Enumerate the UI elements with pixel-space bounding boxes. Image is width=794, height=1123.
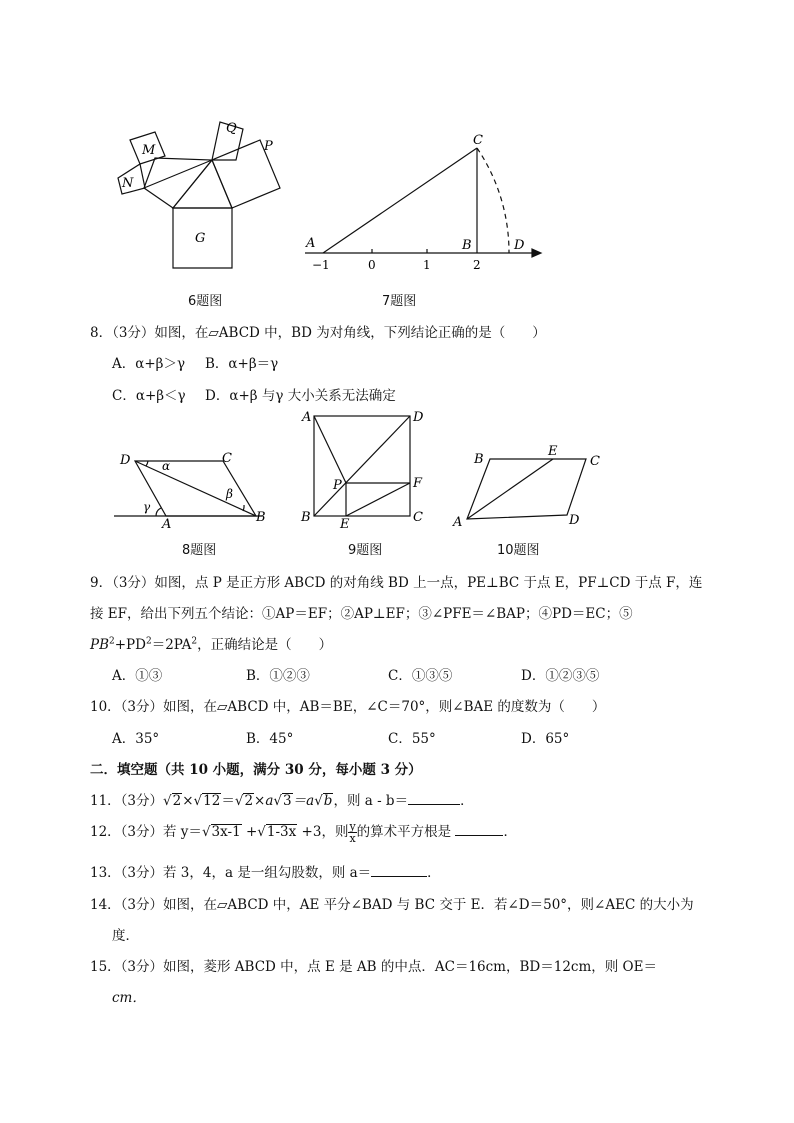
label-alpha: α <box>162 459 171 473</box>
figure-7 <box>300 130 550 275</box>
label-B: B <box>474 452 484 467</box>
q9-pa: ＝2PA <box>151 637 192 653</box>
q8-option-d: D．α+β 与γ 大小关系无法确定 <box>205 388 396 404</box>
label-A: A <box>162 517 172 532</box>
q12-numerator: y <box>349 820 356 833</box>
tick-neg1: −1 <box>312 258 330 272</box>
q14-line-1: 14．（3分）如图，在▱ABCD 中，AE 平分∠BAD 与 BC 交于 E．若∠D＝50°，则∠AEC 的大小为 <box>90 897 694 913</box>
label-D: D <box>569 513 580 528</box>
square-left <box>144 158 212 208</box>
q8-stem: 8．（3分）如图，在▱ABCD 中，BD 为对角线，下列结论正确的是（ ） <box>90 325 546 341</box>
q8-option-a: A．α+β＞γ <box>112 356 186 372</box>
figure-10 <box>450 440 610 535</box>
label-B: B <box>301 510 311 525</box>
q9-pd: +PD <box>114 637 146 653</box>
q11-eq1: ＝ <box>221 793 235 809</box>
q11: 11．（3分）√2×√12＝√2×a√3＝a√b，则 a - b＝ ． <box>90 789 474 809</box>
q13 <box>90 861 441 881</box>
q11-sqrt-b: b <box>323 793 333 809</box>
q13-pre: 13．（3分）若 3，4，a 是一组勾股数，则 a＝ <box>90 865 372 881</box>
label-B: B <box>462 238 472 253</box>
label-Q: Q <box>226 121 237 136</box>
q8-option-c: C．α+β＜γ <box>112 388 186 404</box>
q12-end: ． <box>503 824 517 840</box>
q12-sqrt-1: 3x-1 <box>211 824 241 840</box>
q8-option-b: B．α+β＝γ <box>205 356 279 372</box>
label-D: D <box>120 453 131 468</box>
q9-pb: PB <box>90 637 110 653</box>
label-beta: β <box>226 487 233 501</box>
q10-option-c: C．55° <box>388 731 436 747</box>
q14-line-2 <box>112 924 139 944</box>
label-C: C <box>222 451 232 466</box>
q9-line-2: 接 EF，给出下列五个结论：①AP＝EF；②AP⊥EF；③∠PFE＝∠BAP；④PD＝EC；⑤ <box>90 606 633 622</box>
q9-option-a: A．①③ <box>112 668 163 684</box>
label-C: C <box>590 454 600 469</box>
caption-fig9: 9题图 <box>348 543 383 558</box>
q9-option-b: B．①②③ <box>246 668 310 684</box>
q9-option-c: C．①③⑤ <box>388 668 453 684</box>
q9-option-d: D．①②③⑤ <box>521 668 600 684</box>
q12-pre: 12．（3分）若 y＝ <box>90 824 202 840</box>
q13-end: ． <box>427 865 441 881</box>
label-D: D <box>413 410 424 425</box>
q11-sqrt-3: 3 <box>283 793 292 809</box>
q15-line-2-text: cm． <box>112 990 146 1006</box>
label-A: A <box>306 236 316 251</box>
label-E: E <box>548 444 558 459</box>
q12-mid: +3，则 <box>297 824 349 840</box>
q11-sqrt-2: 2 <box>172 793 182 809</box>
q12-plus: + <box>241 824 258 840</box>
q10-option-b: B．45° <box>246 731 294 747</box>
q11-times2: ×a <box>254 793 274 809</box>
label-P: P <box>333 478 342 493</box>
right-triangle <box>173 160 232 208</box>
q12: 12．（3分）若 y＝√3x-1 +√1-3x +3，则 $\frac{y}{x}$ 的算术平方根是 ． <box>90 820 517 845</box>
label-C: C <box>413 510 423 525</box>
label-G: G <box>195 231 206 246</box>
figure-6 <box>100 100 310 275</box>
q11-sqrt-12: 12 <box>203 793 221 809</box>
label-C: C <box>473 133 483 148</box>
tick-0: 0 <box>368 258 376 272</box>
q10-option-d: D．65° <box>521 731 570 747</box>
q11-post: ，则 a - b＝ <box>333 793 409 809</box>
q12-fraction <box>348 821 356 844</box>
label-E: E <box>340 517 350 530</box>
q11-eq2: ＝a <box>292 793 315 809</box>
label-F: F <box>413 476 423 491</box>
q9-sup-1: 2 <box>109 636 115 647</box>
q14-line-2-text: 度． <box>112 928 139 944</box>
q9-sup-3: 2 <box>191 636 198 647</box>
caption-fig7: 7题图 <box>382 294 417 309</box>
q12-post: 的算术平方根是 <box>356 824 456 840</box>
q15-line-1: 15．（3分）如图，菱形 ABCD 中，点 E 是 AB 的中点．AC＝16cm，BD＝12cm，则 OE＝ <box>90 959 657 975</box>
q12-answer-blank[interactable] <box>455 821 503 836</box>
label-B: B <box>256 510 266 525</box>
q11-pre: 11．（3分） <box>90 793 164 809</box>
label-P: P <box>264 139 273 154</box>
q11-end: ． <box>460 793 474 809</box>
tick-2: 2 <box>473 258 481 272</box>
q9-line-3 <box>90 633 332 653</box>
label-A: A <box>453 515 463 530</box>
figure-8 <box>110 445 280 535</box>
caption-fig6: 6题图 <box>188 294 223 309</box>
q11-times: × <box>182 793 194 809</box>
label-gamma: γ <box>143 500 151 514</box>
q15-line-2 <box>112 986 146 1006</box>
q9-line-1: 9．（3分）如图，点 P 是正方形 ABCD 的对角线 BD 上一点，PE⊥BC 于点 E，PF⊥CD 于点 F，连 <box>90 575 703 591</box>
q9-sup-2: 2 <box>145 636 152 647</box>
q13-answer-blank[interactable] <box>371 862 427 877</box>
caption-fig8: 8题图 <box>182 543 217 558</box>
q9-tail: ，正确结论是（ ） <box>197 637 333 653</box>
q11-answer-blank[interactable] <box>408 790 460 805</box>
q12-sqrt-2: 1-3x <box>266 824 297 840</box>
label-A: A <box>302 410 312 425</box>
figure-9 <box>296 405 436 530</box>
section-2-title: 二．填空题（共 10 小题，满分 30 分，每小题 3 分） <box>90 762 422 778</box>
q11-sqrt-2b: 2 <box>244 793 254 809</box>
label-N: N <box>122 176 134 191</box>
caption-fig10: 10题图 <box>497 543 540 558</box>
q10-option-a: A．35° <box>112 731 160 747</box>
label-D: D <box>514 238 525 253</box>
label-M: M <box>142 143 156 158</box>
q12-denominator: x <box>349 832 356 845</box>
q10-stem: 10．（3分）如图，在▱ABCD 中，AB＝BE，∠C＝70°，则∠BAE 的度数为（ ） <box>90 699 606 715</box>
tick-1: 1 <box>423 258 431 272</box>
